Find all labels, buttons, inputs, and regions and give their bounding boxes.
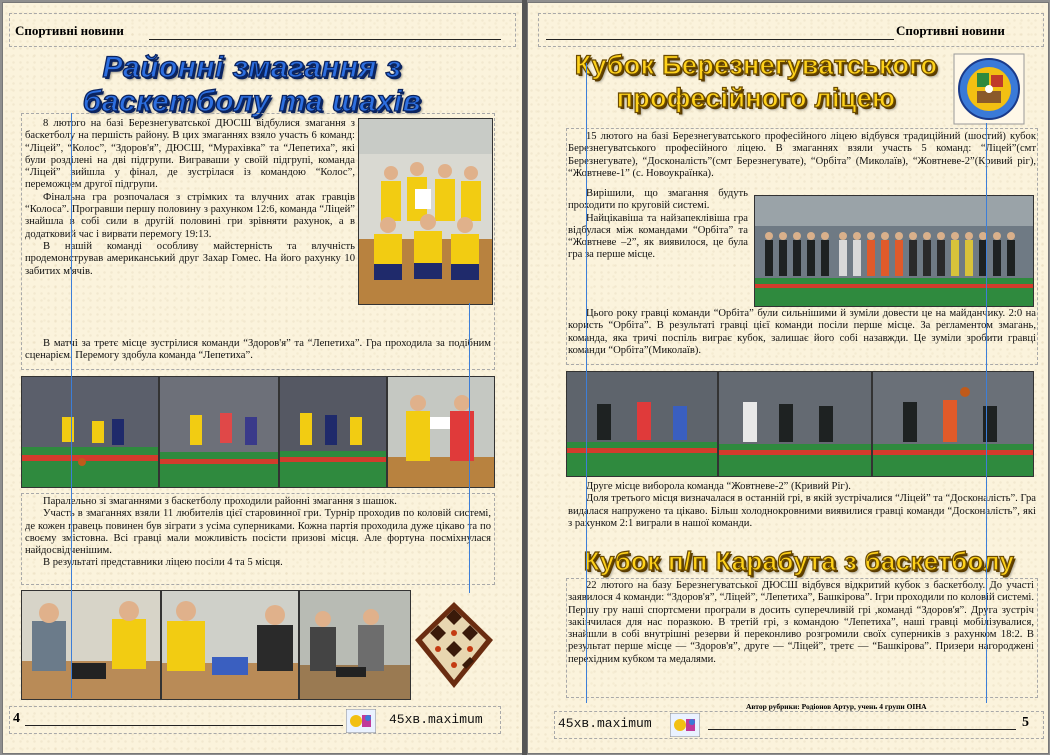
award-photo <box>387 376 495 488</box>
left-text-top <box>25 118 355 278</box>
basketball-photo-2 <box>159 376 279 488</box>
checkers-photo-3 <box>299 590 411 700</box>
left-para-4: В матчі за третє місце зустрілися команди “Здоров'я” та “Лепетиха”. Гра проходила за подібним сценарієм. Перемогу здобула команда “Лепетиха”. <box>25 338 491 362</box>
right-page <box>527 2 1049 754</box>
match-photo-2 <box>718 371 872 477</box>
left-article-title: Районні змагання з баскетболу та шахів <box>82 51 422 118</box>
basketball-photo-3 <box>279 376 387 488</box>
magazine-logo-icon <box>670 713 700 737</box>
left-para-2: Фінальна гра розпочалася з стрімких та влучних атак гравців “Колоса”. Програвши першу половину з рахунком 12:6, команда “Ліцей” знайшла в собі сили в другій половині гри зрівняти рахунок, а в додатковий час і вирвати перемогу 19:13. <box>25 191 355 240</box>
right-para-6: Доля третього місця визначалася в останній грі, в якій зустрічалися “Ліцей” та “Досконалість”. Гра видалася напружено та цікаво. Більш холоднокровними виявилися гравці команди “Досконалість”, які з рахунком 2:1 виграли в нашої команди. <box>568 493 1036 529</box>
right-para-2: Вирішили, що змагання будуть проходити по круговій системі. <box>568 188 748 212</box>
left-para-1: 8 лютого на базі Березнегуватської ДЮСШ відбулися змагання з баскетболу на першість району. В цих змаганнях взяло участь 6 команд: “Ліцей”, “Колос”, “Здоров'я”, ДЮСШ, “Мурахівка” та “Лепетиха”, які були розділені на дві підгрупи. Виграваши у своїй підгрупі, команда “Ліцей” вийшла у фінал, де зустрілася із командою “Колос”, переможцем другої підгрупи. <box>25 118 355 191</box>
right-header-rule <box>546 39 894 40</box>
left-guide-line-2 <box>469 303 470 593</box>
left-magazine-name: 45хв.maximum <box>389 712 483 727</box>
right-para-3: Найцікавіша та найзапеклівіша гра відбулася між командами “Орбіта” та “Жовтневе –2”, як виявилося, це була гра за перше місце. <box>568 212 748 261</box>
lyceum-emblem-icon <box>953 53 1025 125</box>
left-page <box>2 2 524 754</box>
right-text-2 <box>568 308 1036 357</box>
basketball-photo-1 <box>21 376 159 488</box>
rubric-author-credit: Автор рубрики: Родіонов Артур, учень 4 групи ОІНА <box>746 702 927 711</box>
teams-lineup-photo <box>754 195 1034 307</box>
checkers-photo-2 <box>161 590 299 700</box>
right-article-title-1: Кубок Березнегуватського професійного ліцею <box>574 50 938 113</box>
left-guide-line <box>71 113 72 698</box>
right-intro-text <box>568 131 1036 180</box>
right-magazine-name: 45хв.maximum <box>558 716 652 731</box>
right-guide-line <box>586 63 587 703</box>
left-para-3: В нашій команді особливу майстерність та влучність продемонстрував американський друг Захар Гомес. На його рахунку 10 забитих м'ячів. <box>25 240 355 277</box>
match-photo-1 <box>566 371 718 477</box>
right-header-label: Спортивні новини <box>896 23 1005 38</box>
team-photo <box>358 118 493 305</box>
left-para-7: В результаті представники ліцею посіли 4 та 5 місця. <box>43 557 283 569</box>
magazine-logo-icon <box>346 709 376 733</box>
right-text-4 <box>568 580 1034 666</box>
checkerboard-icon <box>413 600 495 692</box>
left-para-6: Участь в змаганнях взяли 11 любителів цієї старовинної гри. Турнір проходив по коловій системі, де кожен гравець повинен був зіграти з усіма суперниками. Кожна партія проходила дуже цікаво та по своєму змістовна. Всі гравці мали можливість посісти призові місця. Але фортуна посміхнулася найдосвідченішим. <box>25 508 491 557</box>
right-article-title-2: Кубок п/п Карабута з баскетболу <box>583 546 1015 576</box>
right-footer-rule <box>708 729 1016 730</box>
right-para-4: Цього року гравці команди “Орбіта” були сильнішими й зуміли довести це на майданчику. 2:0 на користь “Орбіта”. В результаті гравці цієї команди посіли перше місце. За регламентом змагань, команда, яка тричі поспіль виграє кубок, залишає його собі назавжди. Це зуміли зробити гравці команди “Орбіта”(Миколаїв). <box>568 308 1036 356</box>
left-footer-rule <box>25 725 343 726</box>
right-text-3 <box>568 481 1036 530</box>
left-text-mid <box>25 338 491 363</box>
right-guide-line-2 <box>986 123 987 703</box>
match-photo-3 <box>872 371 1034 477</box>
right-para-5: Друге місце виборола команда “Жовтневе-2” (Кривий Ріг). <box>586 481 851 492</box>
right-para-1: 15 лютого на базі Березнегуватського професійного ліцею відбувся традиційний (шостий) кубок Березнегуватського професійного ліцею. В змаганнях взяли участь 5 команд: “Ліцей”(смт Березнегувате), “Досконалість”(смт Березнегувате), “Орбіта” (Миколаїв), “Жовтневе-2”(Кривий ріг), “Жовтневе-1” (с. Новоукраїнка). <box>568 131 1036 179</box>
left-page-number: 4 <box>13 711 20 726</box>
left-header-rule <box>149 39 501 40</box>
right-page-number: 5 <box>1022 715 1029 730</box>
left-text-bottom <box>25 496 491 570</box>
left-para-5: Паралельно зі змаганнями з баскетболу проходили районні змагання з шашок. <box>43 496 397 507</box>
left-header-label: Спортивні новини <box>15 23 124 38</box>
checkers-photo-1 <box>21 590 161 700</box>
right-side-text <box>568 188 748 262</box>
right-para-7: 22 лютого на базу Березнегуватської ДЮСШ відбувся відкритий кубок з баскетболу. До участі заявилося 4 команди: “Здоров'я”, “Ліцей”, “Лепетиха”, Башкірова”. Ігри проходили по коловій системі. Першу гру наші спортсмени програли в досить суперечливій грі ,команді “Здоров'я”. Друга зустріч закінчилася для нас поразкою. В третій грі, з командою “Лепетиха”, наші гравці мобілізувалися, знайшли в собі внутрішні резерви й переконливо розгромили своїх суперників з рахунком 18:2. В результат перше місце — “Здоров'я”, друге — “Ліцей”, третє — “Башкірова”. Призери нагороджені перехідним кубком та медалями. <box>568 580 1034 665</box>
